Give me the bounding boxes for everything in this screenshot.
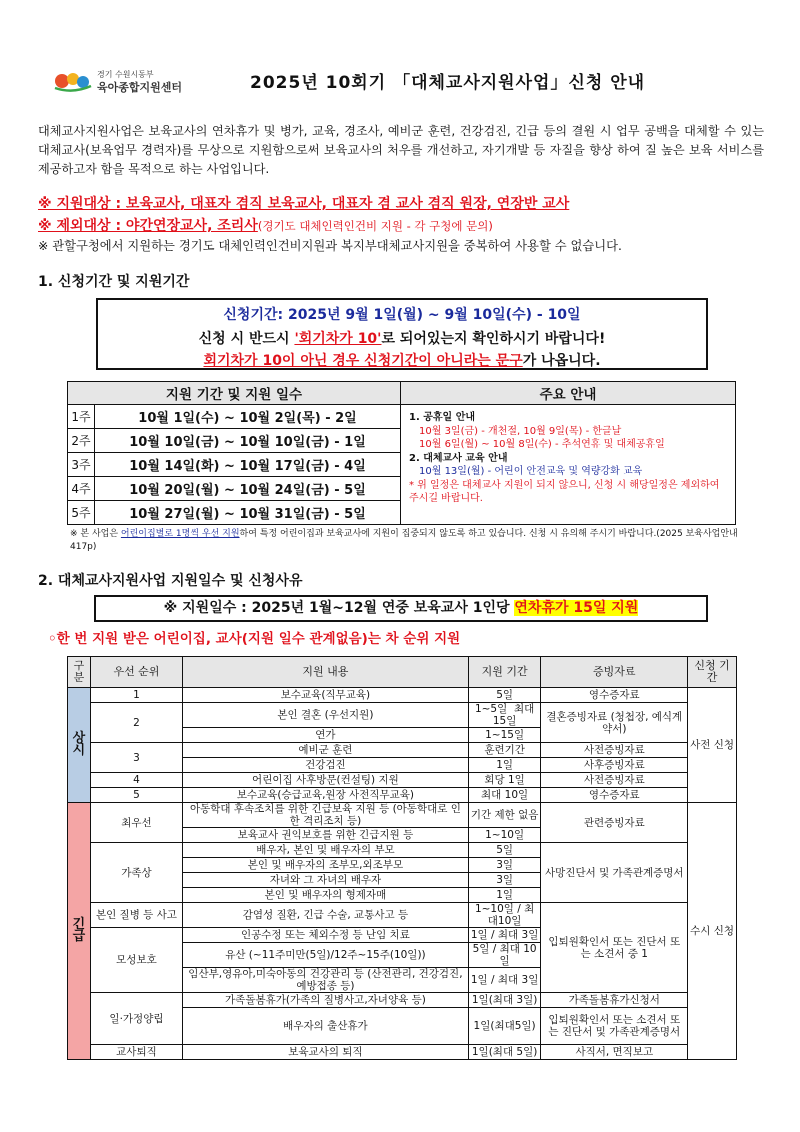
col-content: 지원 내용 (183, 657, 469, 688)
table-row (68, 993, 737, 1008)
excluded-sub-text: (경기도 대체인력인건비 지원 - 각 구청에 문의) (257, 219, 493, 233)
table-row (68, 743, 737, 758)
docs-cell: 가족돌봄휴가신청서 (541, 993, 688, 1008)
rank-cell: 3 (90, 743, 182, 773)
rank-cell: 가족상 (90, 843, 182, 903)
content-cell: 보수교육(승급교육,원장 사전직무교육) (183, 788, 469, 803)
rank-cell: 1 (90, 688, 182, 703)
session-check-b: '회기차가 10' (294, 331, 382, 347)
session-check-text (98, 328, 706, 348)
content-cell: 배우자, 본인 및 배우자의 부모 (183, 843, 469, 858)
excluded-notice (38, 215, 493, 235)
info-cell (401, 405, 736, 525)
session-warning-a: 회기차가 10이 아닌 경우 신청기간이 아니라는 문구 (203, 353, 523, 369)
week-period: 10월 14일(화) ~ 10월 17일(금) - 4일 (95, 453, 401, 477)
period-cell: 1일 / 최대 3일 (468, 968, 541, 993)
period-cell: 1일(최대5일) (468, 1008, 541, 1045)
info-training-title: 2. 대체교사 교육 안내 (409, 452, 508, 464)
info-training-1: 10월 13일(월) - 어린이 안전교육 및 역량강화 교육 (419, 466, 643, 477)
info-exclusion-note: * 위 일정은 대체교사 지원이 되지 않으니, 신청 시 해당일정은 제외하여 주시길 바랍니다. (409, 479, 720, 504)
table-row (68, 788, 737, 803)
intro-paragraph: 대체교사지원사업은 보육교사의 연차휴가 및 병가, 교육, 경조사, 예비군 훈련, 건강검진, 긴급 등의 결원 시 업무 공백을 대체할 수 있는 대체교사(보육업무 경력자)를 무상으로 지원함으로써 보육교사의 처우를 개선하고, 자기개발 등 자질을 향상 하여 질 높은 보육 서비스를 제공하고자 함을 목적으로 하는 사업입니다. (38, 124, 764, 176)
content-cell: 건강검진 (183, 758, 469, 773)
logo-mark-icon (53, 70, 93, 92)
header-period: 지원 기간 및 지원 일수 (68, 382, 401, 405)
period-cell: 3일 (468, 858, 541, 873)
session-check-c: 로 되어있는지 확인하시기 바랍니다! (381, 331, 606, 347)
apply-gingup: 수시 신청 (688, 803, 737, 1060)
week-period: 10월 20일(월) ~ 10월 24일(금) - 5일 (95, 477, 401, 501)
table-row (68, 773, 737, 788)
content-cell: 연가 (183, 728, 469, 743)
week-label: 3주 (68, 453, 95, 477)
content-cell: 보수교육(직무교육) (183, 688, 469, 703)
rank-cell: 일·가정양립 (90, 993, 182, 1045)
rank-cell: 4 (90, 773, 182, 788)
content-cell: 자녀와 그 자녀의 배우자 (183, 873, 469, 888)
support-days-box (94, 595, 708, 622)
week-period: 10월 10일(금) ~ 10월 10일(금) - 1일 (95, 429, 401, 453)
docs-cell: 영수증자료 (541, 688, 688, 703)
sangsi-label: 상시 (68, 688, 91, 803)
docs-cell: 결혼증빙자료 (청첩장, 예식계약서) (541, 703, 688, 743)
target-notice-text: ※ 지원대상 : 보육교사, 대표자 겸직 보육교사, 대표자 겸 교사 겸직 원장, 연장반 교사 (38, 196, 570, 212)
docs-cell: 입퇴원확인서 또는 진단서 또는 소견서 중 1 (541, 903, 688, 993)
document-title: 2025년 10회기 「대체교사지원사업」신청 안내 (250, 73, 646, 93)
content-cell: 감염성 질환, 긴급 수술, 교통사고 등 (183, 903, 469, 928)
table-row (68, 703, 737, 728)
content-cell: 예비군 훈련 (183, 743, 469, 758)
content-cell: 인공수정 또는 체외수정 등 난임 치료 (183, 928, 469, 943)
document-header (45, 60, 765, 100)
period-cell: 훈련기간 (468, 743, 541, 758)
period-cell: 최대 10일 (468, 788, 541, 803)
target-notice (38, 193, 569, 213)
content-cell: 임산부,영유아,미숙아동의 건강관리 등 (산전관리, 건강검진, 예방접종 등) (183, 968, 469, 993)
content-cell: 본인 및 배우자의 조부모,외조부모 (183, 858, 469, 873)
docs-cell: 관련증빙자료 (541, 803, 688, 843)
week-period: 10월 27일(월) ~ 10월 31일(금) - 5일 (95, 501, 401, 525)
week-label: 5주 (68, 501, 95, 525)
period-cell: 기간 제한 없음 (468, 803, 541, 828)
col-period (468, 657, 541, 688)
period-cell: 1일(최대 5일) (468, 1045, 541, 1060)
content-cell: 가족돌봄휴가(가족의 질병사고,자녀양육 등) (183, 993, 469, 1008)
priority-note (70, 528, 750, 554)
support-period-table (67, 381, 736, 525)
duplicate-notice: ※ 관할구청에서 지원하는 경기도 대체인력인건비지원과 복지부대체교사지원을 중복하여 사용할 수 없습니다. (38, 239, 622, 253)
period-value: 1~5일 (474, 703, 508, 715)
gingup-label: 긴급 (68, 803, 91, 1060)
content-cell: 유산 (~11주미만(5일)/12주~15주(10일)) (183, 943, 469, 968)
period-cell: 3일 (468, 873, 541, 888)
period-cell: 1일 (468, 888, 541, 903)
content-cell: 보육교사의 퇴직 (183, 1045, 469, 1060)
logo-text-region: 경기 수원시동부 (97, 70, 154, 79)
content-cell: 어린이집 사후방문(컨설팅) 지원 (183, 773, 469, 788)
content-cell: 아동학대 후속조치를 위한 긴급보육 지원 등 (아동학대로 인한 격리조치 등) (183, 803, 469, 828)
docs-cell: 사직서, 면직보고 (541, 1045, 688, 1060)
period-cell: 1~10일 (468, 828, 541, 843)
section2-heading: 2. 대체교사지원사업 지원일수 및 신청사유 (38, 573, 303, 589)
info-holiday-2: 10월 6일(월) ~ 10월 8일(수) - 추석연휴 및 대체공휴일 (419, 439, 665, 450)
period-cell: 1일(최대 3일) (468, 993, 541, 1008)
col-apply: 신청 기간 (688, 657, 737, 688)
period-cell: 회당 1일 (468, 773, 541, 788)
session-warning-b: 가 나옵니다. (522, 353, 601, 369)
period-cell: 1~10일 / 최대10일 (468, 903, 541, 928)
period-cell: 5일 (468, 843, 541, 858)
rank-cell: 5 (90, 788, 182, 803)
col-rank: 우선 순위 (90, 657, 182, 688)
priority-note-a: ※ 본 사업은 (70, 529, 121, 539)
week-label: 4주 (68, 477, 95, 501)
max-period: 최대 15일 (492, 703, 535, 727)
info-holiday-1: 10월 3일(금) - 개천절, 10월 9일(목) - 한글날 (419, 425, 622, 437)
week-label: 2주 (68, 429, 95, 453)
period-cell: 5일 (468, 688, 541, 703)
content-cell: 보육교사 권익보호를 위한 긴급지원 등 (183, 828, 469, 843)
week-period: 10월 1일(수) ~ 10월 2일(목) - 2일 (95, 405, 401, 429)
rank-cell: 최우선 (90, 803, 182, 843)
col-docs: 증빙자료 (541, 657, 688, 688)
support-days-highlight: 연차휴가 15일 지원 (514, 600, 639, 616)
content-cell: 배우자의 출산휴가 (183, 1008, 469, 1045)
logo-text-center: 육아종합지원센터 (97, 81, 183, 94)
docs-cell: 입퇴원확인서 또는 소견서 또는 진단서 및 가족관계증명서 (541, 1008, 688, 1045)
period-cell: 5일 / 최대 10일 (468, 943, 541, 968)
info-holiday-title: 1. 공휴일 안내 (409, 412, 476, 423)
table-row (68, 405, 736, 429)
header-info: 주요 안내 (401, 382, 736, 405)
rank-cell: 모성보호 (90, 928, 182, 993)
content-cell: 본인 및 배우자의 형제자매 (183, 888, 469, 903)
support-reason-table (67, 656, 737, 1060)
rank-cell: 교사퇴직 (90, 1045, 182, 1060)
docs-cell: 사전증빙자료 (541, 743, 688, 758)
period-cell: 1일 / 최대 3일 (468, 928, 541, 943)
rank-cell: 본인 질병 등 사고 (90, 903, 182, 928)
priority-rule: ◦한 번 지원 받은 어린이집, 교사(지원 일수 관계없음)는 차 순위 지원 (48, 631, 461, 647)
col-period-label: 지원 기간 (481, 665, 528, 678)
application-period-text: 신청기간: 2025년 9월 1일(월) ~ 9월 10일(수) - 10일 (223, 307, 581, 323)
period-cell (468, 703, 541, 728)
session-warning-text (98, 350, 706, 370)
docs-cell: 영수증자료 (541, 788, 688, 803)
excluded-main-text: ※ 제외대상 : 야간연장교사, 조리사 (38, 218, 258, 234)
docs-cell: 사후증빙자료 (541, 758, 688, 773)
week-label: 1주 (68, 405, 95, 429)
application-period-box (96, 298, 708, 370)
support-days-text: ※ 지원일수 : 2025년 1월~12월 연중 보육교사 1인당 (163, 600, 515, 616)
docs-cell: 사망진단서 및 가족관계증명서 (541, 843, 688, 903)
content-cell: 본인 결혼 (우선지원) (183, 703, 469, 728)
rank-cell: 2 (90, 703, 182, 743)
priority-note-c: 하여 특정 어린이집과 보육교사에 지원이 집중되지 않도록 하고 있습니다. 신청 시 유의해 주시기 바랍니다.(2025 보육사업안내 417p) (70, 529, 738, 552)
center-logo (45, 64, 215, 98)
table-row (68, 903, 737, 928)
period-cell: 1~15일 (468, 728, 541, 743)
session-check-a: 신청 시 반드시 (198, 331, 295, 347)
priority-note-b: 어린이집별로 1명씩 우선 지원 (120, 529, 240, 539)
table-row (68, 688, 737, 703)
section1-heading: 1. 신청기간 및 지원기간 (38, 274, 190, 290)
docs-cell: 사전증빙자료 (541, 773, 688, 788)
apply-sangsi: 사전 신청 (688, 688, 737, 803)
table-row (68, 1045, 737, 1060)
table-row (68, 803, 737, 828)
table-row (68, 843, 737, 858)
col-gubun: 구분 (68, 657, 91, 688)
period-cell: 1일 (468, 758, 541, 773)
